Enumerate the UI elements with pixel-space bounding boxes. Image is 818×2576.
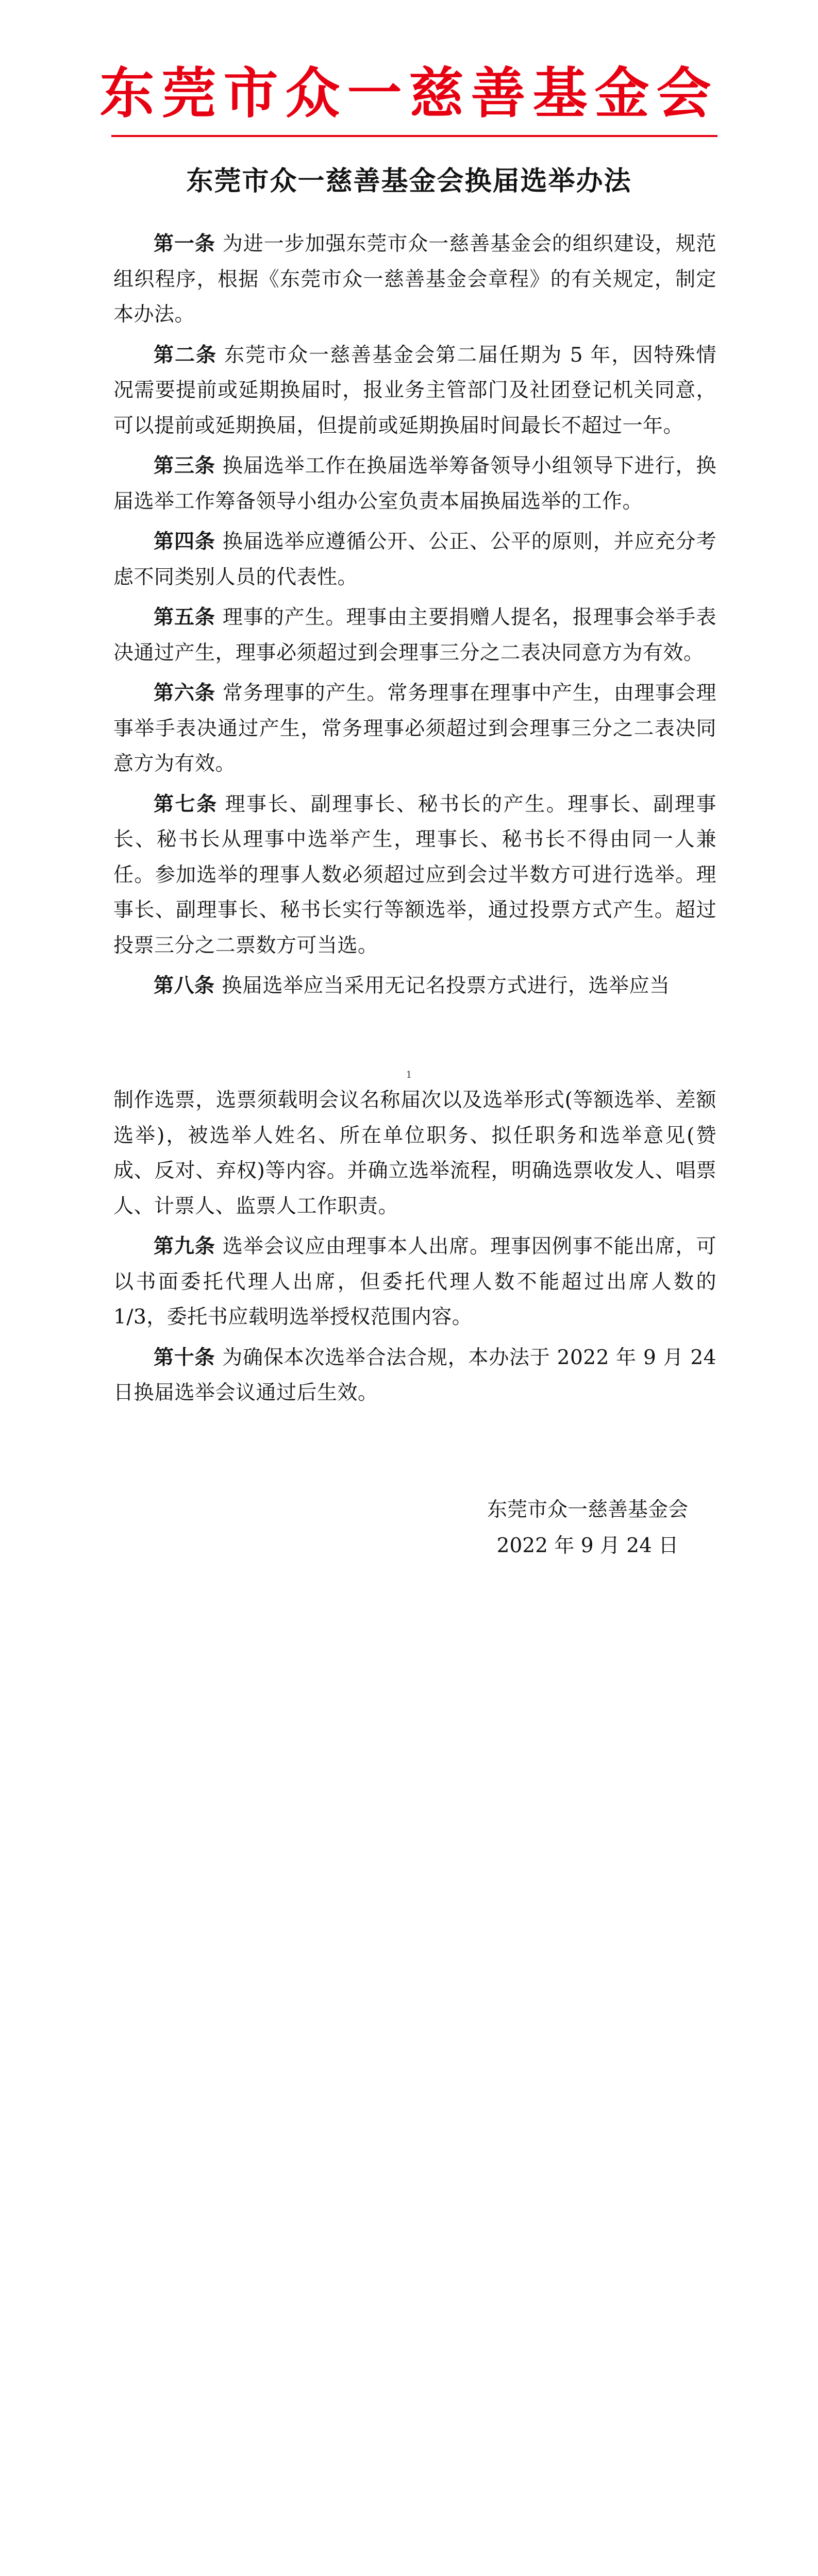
document-page-1 (0, 0, 818, 1082)
article-label: 第十条 (154, 1346, 215, 1369)
article-text: 为进一步加强东莞市众一慈善基金会的组织建设，规范组织程序，根据《东莞市众一慈善基金会章程》的有关规定，制定本办法。 (113, 232, 716, 326)
letterhead-org-name: 东莞市众一慈善基金会 (99, 62, 719, 125)
article-7 (113, 787, 716, 964)
article-label: 第四条 (154, 530, 215, 553)
article-9 (113, 1229, 716, 1335)
article-10 (113, 1341, 716, 1411)
article-label: 第七条 (154, 792, 218, 816)
signature-block (443, 1492, 732, 1564)
document-body-page-2 (113, 1083, 716, 1416)
article-label: 第六条 (154, 682, 215, 705)
article-2 (113, 338, 716, 444)
page-number: 1 (406, 1070, 412, 1080)
document-title: 东莞市众一慈善基金会换届选举办法 (186, 165, 632, 197)
article-text: 常务理事的产生。常务理事在理事中产生，由理事会理事举手表决通过产生，常务理事必须超过到会理事三分之二表决同意方为有效。 (113, 682, 716, 775)
article-1 (113, 227, 716, 333)
article-text: 理事长、副理事长、秘书长的产生。理事长、副理事长、秘书长从理事中选举产生，理事长、秘书长不得由同一人兼任。参加选举的理事人数必须超过应到会过半数方可进行选举。理事长、副理事长、秘书长实行等额选举，通过投票方式产生。超过投票三分之二票数方可当选。 (113, 792, 716, 957)
letterhead-red-rule (111, 135, 717, 137)
article-8-continuation: 制作选票，选票须载明会议名称届次以及选举形式(等额选举、差额选举)，被选举人姓名、所在单位职务、拟任职务和选举意见(赞成、反对、弃权)等内容。并确立选举流程，明确选票收发人、唱票人、计票人、监票人工作职责。 (113, 1089, 716, 1218)
article-label: 第三条 (154, 454, 215, 478)
article-text: 为确保本次选举合法合规，本办法于 2022 年 9 月 24 日换届选举会议通过后生效。 (113, 1346, 716, 1404)
article-8 (113, 969, 716, 1004)
document-body-page-1 (113, 227, 716, 1009)
signature-date: 2022 年 9 月 24 日 (496, 1534, 679, 1557)
document-page-2 (0, 1082, 818, 2101)
article-5 (113, 600, 716, 671)
article-6 (113, 676, 716, 782)
article-text: 换届选举应当采用无记名投票方式进行，选举应当 (222, 974, 670, 997)
article-text: 换届选举应遵循公开、公正、公平的原则，并应充分考虑不同类别人员的代表性。 (113, 530, 716, 589)
signature-org: 东莞市众一慈善基金会 (487, 1498, 688, 1521)
article-text: 选举会议应由理事本人出席。理事因例事不能出席，可以书面委托代理人出席，但委托代理人数不能超过出席人数的 1/3，委托书应载明选举授权范围内容。 (113, 1235, 716, 1329)
article-text: 理事的产生。理事由主要捐赠人提名，报理事会举手表决通过产生，理事必须超过到会理事三分之二表决同意方为有效。 (113, 606, 716, 665)
article-text: 东莞市众一慈善基金会第二届任期为 5 年，因特殊情况需要提前或延期换届时，报业务主管部门及社团登记机关同意，可以提前或延期换届，但提前或延期换届时间最长不超过一年。 (113, 343, 716, 437)
article-label: 第二条 (154, 343, 218, 367)
article-label: 第五条 (154, 606, 215, 629)
article-label: 第九条 (154, 1235, 215, 1258)
article-label: 第一条 (154, 232, 215, 256)
article-4 (113, 524, 716, 595)
article-text: 换届选举工作在换届选举筹备领导小组领导下进行，换届选举工作筹备领导小组办公室负责本届换届选举的工作。 (113, 454, 716, 513)
article-label: 第八条 (154, 974, 215, 997)
article-3 (113, 449, 716, 519)
